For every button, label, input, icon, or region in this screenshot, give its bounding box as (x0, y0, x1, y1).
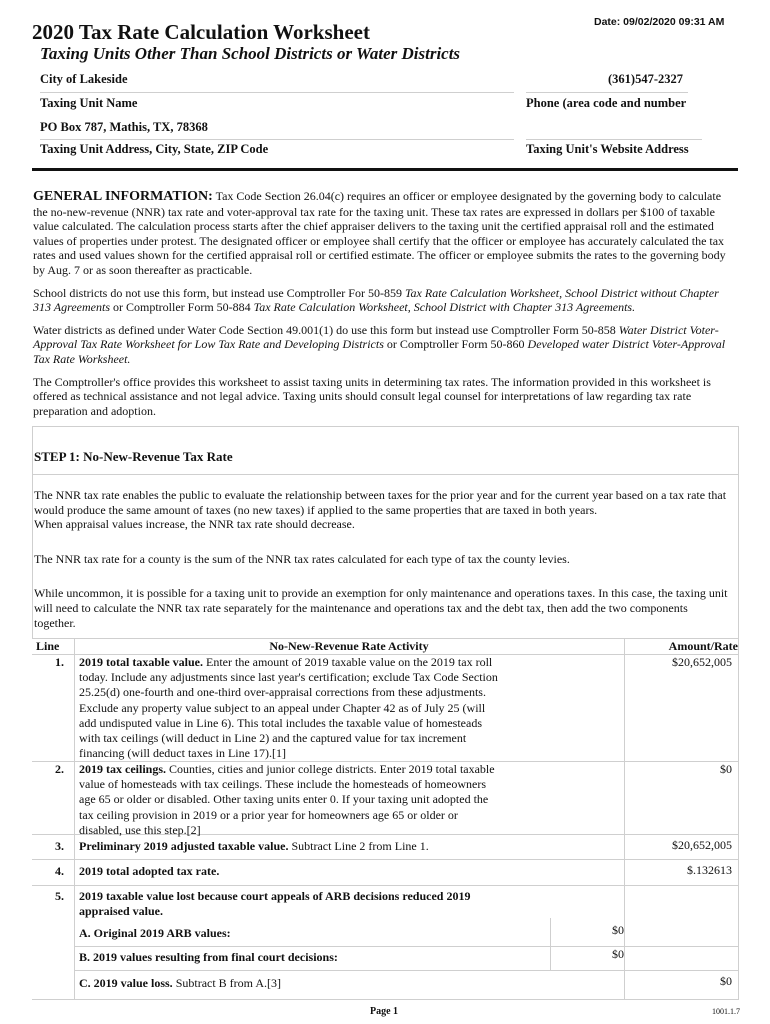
line-description: Preliminary 2019 adjusted taxable value. Subtract Line 2 from Line 1. (79, 839, 429, 853)
divider (32, 474, 738, 475)
row-divider (32, 885, 738, 886)
header-divider (32, 168, 738, 171)
line-description: 2019 tax ceilings. Counties, cities and junior college districts. Enter 2019 total taxable value of homesteads with tax ceilings. These include the homesteads of homeowners age 65 or older or disabled. Other taxing units enter 0. If your taxing unit adopted the tax ceiling provision in 2019 or a prior year for homeowners age 65 or older or disabled, use this step.[2] (79, 762, 495, 837)
subline-c-amount[interactable]: $0 (720, 974, 732, 988)
page-subtitle: Taxing Units Other Than School Districts or Water Districts (40, 44, 461, 63)
subcolumn-divider (550, 918, 551, 970)
subline-a-label: A. Original 2019 ARB values: (79, 926, 231, 940)
line-number: 5. (55, 889, 64, 903)
subline-b-amount[interactable]: $0 (612, 947, 624, 961)
general-info-heading: GENERAL INFORMATION: (33, 189, 213, 204)
form-code: 1001.1.7 (712, 1007, 740, 1016)
step1-paragraph: The NNR tax rate enables the public to evaluate the relationship between taxes for the prior year and for the current year based on a tax rate that would produce the same amount of taxes (no new taxes) if applied to the same properties that are taxed in both years. When appraisal values increase, the NNR tax rate should decrease. (34, 488, 727, 532)
page-number: Page 1 (370, 1006, 399, 1017)
row-divider (74, 946, 738, 947)
row-divider (74, 970, 738, 971)
line-amount[interactable]: $20,652,005 (672, 838, 732, 852)
step1-description (34, 488, 728, 630)
table-column-divider (738, 638, 739, 1000)
column-header-activity: No-New-Revenue Rate Activity (269, 639, 429, 653)
general-info-paragraph: GENERAL INFORMATION: Tax Code Section 26.04(c) requires an officer or employee designated by the governing body to calculate the no-new-revenue (NNR) tax rate and voter-approval tax rate for the taxing unit. These tax rates are expressed in dollars per $100 of taxable value calculated. The calculation process starts after the chief appraiser delivers to the taxing unit the certified appraisal roll and the estimated values of properties under protest. The designated officer or employee shall certify that the officer or employee has accurately calculated the tax rates and used values shown for the certified appraisal roll or certified estimate. The officer or employee submits the rates to the governing body by Aug. 7 or as soon thereafter as practicable. (33, 189, 726, 277)
taxing-unit-name-label: Taxing Unit Name (40, 96, 138, 110)
page-title: 2020 Tax Rate Calculation Worksheet (32, 20, 370, 44)
step1-title: STEP 1: No-New-Revenue Tax Rate (34, 449, 233, 464)
address-value[interactable]: PO Box 787, Mathis, TX, 78368 (40, 120, 208, 134)
website-label: Taxing Unit's Website Address (526, 142, 689, 156)
line-amount[interactable]: $0 (720, 762, 732, 776)
step1-paragraph: The NNR tax rate for a county is the sum of the NNR tax rates calculated for each type of tax the county levies. (34, 551, 570, 566)
column-header-line: Line (36, 639, 60, 653)
water-district-note: Water districts as defined under Water Code Section 49.001(1) do use this form but instead use Comptroller Form 50-858 Water District Voter-Approval Tax Rate Worksheet for Low Tax Rate and Developing Districts or Comptroller Form 50-860 Developed water District Voter-Approval Tax Rate Worksheet. (33, 322, 726, 366)
general-info-section (33, 189, 733, 418)
address-label: Taxing Unit Address, City, State, ZIP Code (40, 142, 269, 156)
phone-label: Phone (area code and number (526, 96, 687, 110)
phone-value[interactable]: (361)547-2327 (608, 72, 683, 86)
taxing-unit-name-value[interactable]: City of Lakeside (40, 72, 128, 86)
line-number: 4. (55, 864, 64, 878)
line-description: 2019 taxable value lost because court appeals of ARB decisions reduced 2019 appraised value. (79, 889, 471, 919)
comptroller-note: The Comptroller's office provides this worksheet to assist taxing units in determining tax rates. The information provided in this worksheet is offered as technical assistance and not legal advice. Taxing units should consult legal counsel for interpretations of law regarding tax rate preparation and adoption. (33, 374, 711, 418)
line-number: 3. (55, 839, 64, 853)
divider (40, 92, 514, 93)
school-district-note: School districts do not use this form, but instead use Comptroller For 50-859 Tax Rate Calculation Worksheet, School District without Chapter 313 Agreements or Comptroller Form 50-884 Tax Rate Calculation Worksheet, School District with Chapter 313 Agreements. (33, 285, 719, 315)
table-bottom-border (32, 999, 738, 1000)
line-number: 2. (55, 762, 64, 776)
column-header-amount: Amount/Rate (668, 639, 738, 653)
subline-b-label: B. 2019 values resulting from final court decisions: (79, 950, 338, 964)
divider (40, 139, 514, 140)
divider (526, 139, 702, 140)
line-description: 2019 total adopted tax rate. (79, 864, 220, 878)
line-amount[interactable]: $.132613 (687, 863, 732, 877)
subline-c-label: C. 2019 value loss. Subtract B from A.[3] (79, 976, 282, 990)
line-amount[interactable]: $20,652,005 (672, 655, 732, 669)
step1-paragraph: While uncommon, it is possible for a taxing unit to provide an exemption for only maintenance and operations taxes. In this case, the taxing unit will need to calculate the NNR tax rate separately for the maintenance and operations tax and the debt tax, then add the two components together. (34, 586, 728, 630)
line-number: 1. (55, 655, 64, 669)
row-divider (32, 859, 738, 860)
subline-a-amount[interactable]: $0 (612, 923, 624, 937)
line-description: 2019 total taxable value. Enter the amount of 2019 taxable value on the 2019 tax roll today. Include any adjustments since last year's certification; exclude Tax Code Section 25.25(d) one-fourth and one-third over-appraisal corrections from these adjustments. Exclude any property value subject to an appeal under Chapter 42 as of July 25 (will add undisputed value in Line 6). This total includes the taxable value of homesteads with tax ceilings (will deduct in Line 2) and the captured value for tax increment financing (will deduct taxes in Line 17).[1] (79, 655, 498, 761)
divider (526, 92, 688, 93)
print-date: Date: 09/02/2020 09:31 AM (594, 16, 725, 28)
